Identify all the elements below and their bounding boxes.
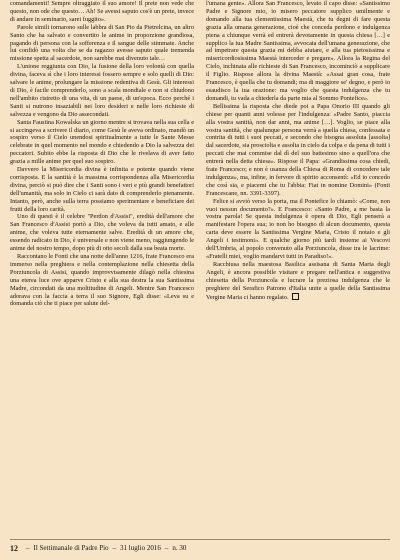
issue-number: n. 30 [172, 544, 187, 552]
paragraph: Uno di questi è il celebre "Perdon d'Assisi", eredità dell'amore che San Francesco d'Assisi portò a Dio, che voleva da tutti amato, e alle anime, che voleva tutte eternamente salve. Eredità di un amore che, essendo radicato in Dio, è universale e non viene meno, raggiungendo le anime del nostro tempo, dopo più di otto secoli dalla sua beata morte. [10, 213, 194, 253]
end-of-article-square-icon [292, 293, 299, 300]
separator-dash: – [26, 544, 30, 552]
publication-name: Il Settimanale di Padre Pio [33, 544, 109, 552]
article-columns [10, 0, 390, 532]
paragraph: Parole simili tornarono sulle labbra di San Pio da Pietrelcina, un altro Santo che ha salvato e convertito le anime in proporzione grandiosa, pagando di persona con la sofferenza e il sangue delle stimmate. Anche lui confidò una volta che se da ragazzo avesse saputo quale tremenda missione spetta al sacerdote, non sarebbe mai divenuto tale… [10, 23, 194, 63]
paragraph: Felice si avviò verso la porta, ma il Pontefice lo chiamò: «Come, non vuoi nessun documento?». E Francesco: «Santo Padre, a me basta la vostra parola! Se questa indulgenza è opera di Dio, Egli penserà a manifestare l'opera sua; io non ho bisogno di alcun documento, questa carta deve essere la Santissima Vergine Maria, Cristo il notaio e gli Angeli i testimoni». E qualche giorno più tardi insieme ai Vescovi dell'Umbria, al popolo convenuto alla Porziuncola, disse tra le lacrime: «Fratelli miei, voglio mandarvi tutti in Paradiso!». [206, 197, 390, 260]
right-column [206, 0, 390, 301]
paragraph: Raccontano le Fonti che una notte dell'anno 1216, frate Francesco era immerso nella preghiera e nella contemplazione nella chiesetta della Porziuncola di Assisi, quando improvvisamente dilagò nella chiesina una eterea luce ove apparve Cristo e alla sua destra la sua Santissima Madre, circondati da una moltitudine di Angeli. Mentre San Francesco adorava con la faccia a terra il suo Signore, Egli disse: «Leva su e domanda ciò che ti piace per salute del- [10, 253, 194, 308]
paragraph-text: Racchiusa nella maestosa Basilica assisana di Santa Maria degli Angeli, è ancora possibile visitare e pregare nell'antica e suggestiva chiesetta della Porziuncola e lucrare la preziosa indulgenza che le preghiere del Serafico Patrono d'Italia unite a quelle della Santissima Vergine Maria ci hanno regalato. [206, 260, 390, 301]
issue-date: 31 luglio 2016 [120, 544, 161, 552]
paragraph: Santa Faustina Kowalska un giorno mentre si trovava nella sua cella e si accingeva a scrivere il diario, come Gesù le aveva ordinato, mandò un sospiro verso il Cielo unendosi spiritualmente a tutte le Sante Messe celebrate in quel momento nel mondo e chiedendo a Dio la salvezza dei peccatori. Subito ebbe la risposta di Dio che le rivelava di aver fatto grazia a mille anime per quel suo sospiro. [10, 118, 194, 166]
paragraph-last [206, 261, 390, 302]
separator-dash: – [164, 544, 169, 552]
left-column [10, 0, 194, 308]
magazine-page [10, 0, 390, 540]
paragraph: L'unione reggiunta con Dio, la fusione della loro volontà con quella divina, faceva sì che i loro interessi fossero sempre e solo quelli di Dio: salvare le anime, prolungare la missione redentiva di Gesù. Gli interessi di Dio, è facile comprenderlo, sono a scala mondiale e non si chiudono nell'ambito ristretto di una vita, di un paese, di un'epoca. Ecco perché i Santi si nutrono insaziabili nei loro desideri e nelle loro richieste di salvezza e vengono da Dio assecondati. [10, 63, 194, 118]
paragraph: comandamenti! Sempre oltraggiato il suo amore! Il prete non vede che questo, non ode che questo… Ah! Se avessi saputo cos'è un prete, invece di andare in seminario, sarei fuggito». [10, 0, 194, 23]
separator-dash: – [112, 544, 117, 552]
paragraph: Bellissima la risposta che diede poi a Papa Onorio III quando gli chiese per quanti anni volesse per l'indulgenza: «Padre Santo, piaccia alla vostra santità, non dar anni, ma anime […]. Voglio, se piace alla vostra santità, che qualunque persona verrà a quella chiesa, confessata e contrita di tutti i suoi peccati, e secondo che bisogna assoluta [assolta] dal sacerdote, sia prosciolta e assolta in cielo da colpa e da pena di tutti i peccati che mai commise dal dì del suo battesimo sino a quell'ora che entrerà nella detta chiesa». Rispose il Papa: «Grandissima cosa chiedi, frate Francesco; e non è usanza della Chiesa di Roma di concedere tale indulgenza», ma, infine, in fervore di spirito acconsentì: «Ed io concedo che così sia, e piacemi che tu l'abbia: Fiat in nomine Domini» (Fonti Francescane, nn. 3391-3397). [206, 102, 390, 197]
page-footer [10, 539, 390, 554]
page-number: 12 [10, 543, 18, 553]
paragraph: Davvero la Misericordia divina è infinita e potente quando viene corrisposta. E la santità è la massima corrispondenza alla Misericordia divina, perciò si può dire che i Santi sono i veri e più grandi benefattori dell'umanità, ma solo in Cielo ci sarà dato di comprenderlo pienamente. Intanto, però, anche sulla terra possiamo sperimentare e beneficiare dei frutti della loro carità. [10, 166, 194, 213]
paragraph: l'umana gente». Allora San Francesco, levato il capo disse: «Santissimo Padre e Signore mio, io misero peccatore supplico umilmente e domando alla tua clementissima Maestà, che tu degni di fare questa grazia alla umana generazione, cioè che conceda perdono e indulgenza piena a chiunque verrà ed entrerà devotamente in questa chiesa […] e supplico la tua Madre Santissima, avvocata dell'umana generazione, che ad impetrare questa grazia mi debba aiutare, e alla tua pietosissima e misericordiosissima Maestà interceder e pregare». Allora la Regina del Cielo, inchinata alle richieste di San Francesco, incominciò a supplicare il Figlio. Rispose allora la divina Maestà: «Assai gran cosa, frate Francesco, è quella che tu domandi; ma di maggiore se' degno, e però io esaudisco la tua orazione: ma voglio che questa indulgenza che tu domandi, tu vada a chiederla da parte mia al Sommo Pontefice». [206, 0, 390, 102]
